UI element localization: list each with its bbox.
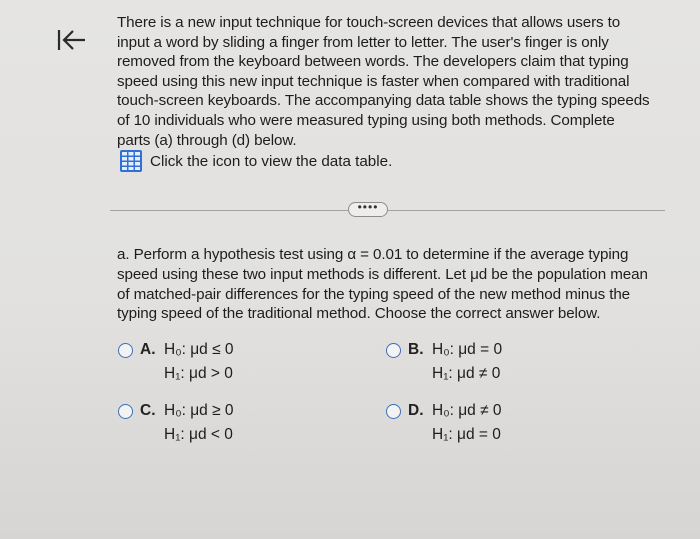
back-button[interactable]	[56, 26, 88, 54]
option-c-letter: C.	[140, 402, 156, 419]
question-line: typing speed of the traditional method. Choose the correct answer below.	[117, 305, 601, 323]
view-data-table-label[interactable]: Click the icon to view the data table.	[150, 152, 393, 170]
option-b[interactable]	[386, 340, 586, 390]
expand-more-button[interactable]: ••••	[348, 202, 388, 217]
option-a-alt-hypothesis: H₁: μd > 0	[164, 365, 233, 382]
question-line: of matched-pair differences for the typing speed of the new method minus the	[117, 285, 631, 303]
view-data-table-link[interactable]	[120, 150, 392, 172]
section-divider-left	[110, 210, 348, 211]
intro-line: parts (a) through (d) below.	[117, 131, 297, 149]
option-d-null-hypothesis: H₀: μd ≠ 0	[432, 402, 502, 419]
intro-line: speed using this new input technique is faster when compared with traditional	[117, 72, 630, 90]
section-divider-right	[388, 210, 665, 211]
part-a-question	[117, 245, 672, 324]
option-b-null-hypothesis: H₀: μd = 0	[432, 341, 503, 358]
option-a-letter: A.	[140, 341, 156, 358]
back-arrow-icon	[56, 26, 88, 54]
question-line: a. Perform a hypothesis test using α = 0.01 to determine if the average typing	[117, 246, 629, 263]
option-b-letter: B.	[408, 341, 424, 358]
problem-statement	[117, 13, 677, 150]
option-b-alt-hypothesis: H₁: μd ≠ 0	[432, 365, 501, 382]
option-a-null-hypothesis: H₀: μd ≤ 0	[164, 341, 234, 358]
option-d-letter: D.	[408, 402, 424, 419]
intro-line: removed from the keyboard between words. The developers claim that typing	[117, 53, 629, 71]
option-c[interactable]	[118, 401, 318, 451]
option-c-alt-hypothesis: H₁: μd < 0	[164, 426, 233, 443]
option-a[interactable]	[118, 340, 318, 390]
option-d[interactable]	[386, 401, 586, 451]
option-c-radio[interactable]	[118, 404, 133, 419]
intro-line: of 10 individuals who were measured typing using both methods. Complete	[117, 111, 615, 129]
option-d-alt-hypothesis: H₁: μd = 0	[432, 426, 501, 443]
table-icon[interactable]	[120, 150, 142, 172]
intro-line: touch-screen keyboards. The accompanying data table shows the typing speeds	[117, 92, 650, 110]
option-a-radio[interactable]	[118, 343, 133, 358]
intro-line: There is a new input technique for touch-screen devices that allows users to	[117, 14, 621, 31]
question-line: speed using these two input methods is different. Let μd be the population mean	[117, 265, 648, 283]
option-c-null-hypothesis: H₀: μd ≥ 0	[164, 402, 234, 419]
intro-line: input a word by sliding a finger from letter to letter. The user's finger is only	[117, 33, 609, 51]
option-d-radio[interactable]	[386, 404, 401, 419]
option-b-radio[interactable]	[386, 343, 401, 358]
